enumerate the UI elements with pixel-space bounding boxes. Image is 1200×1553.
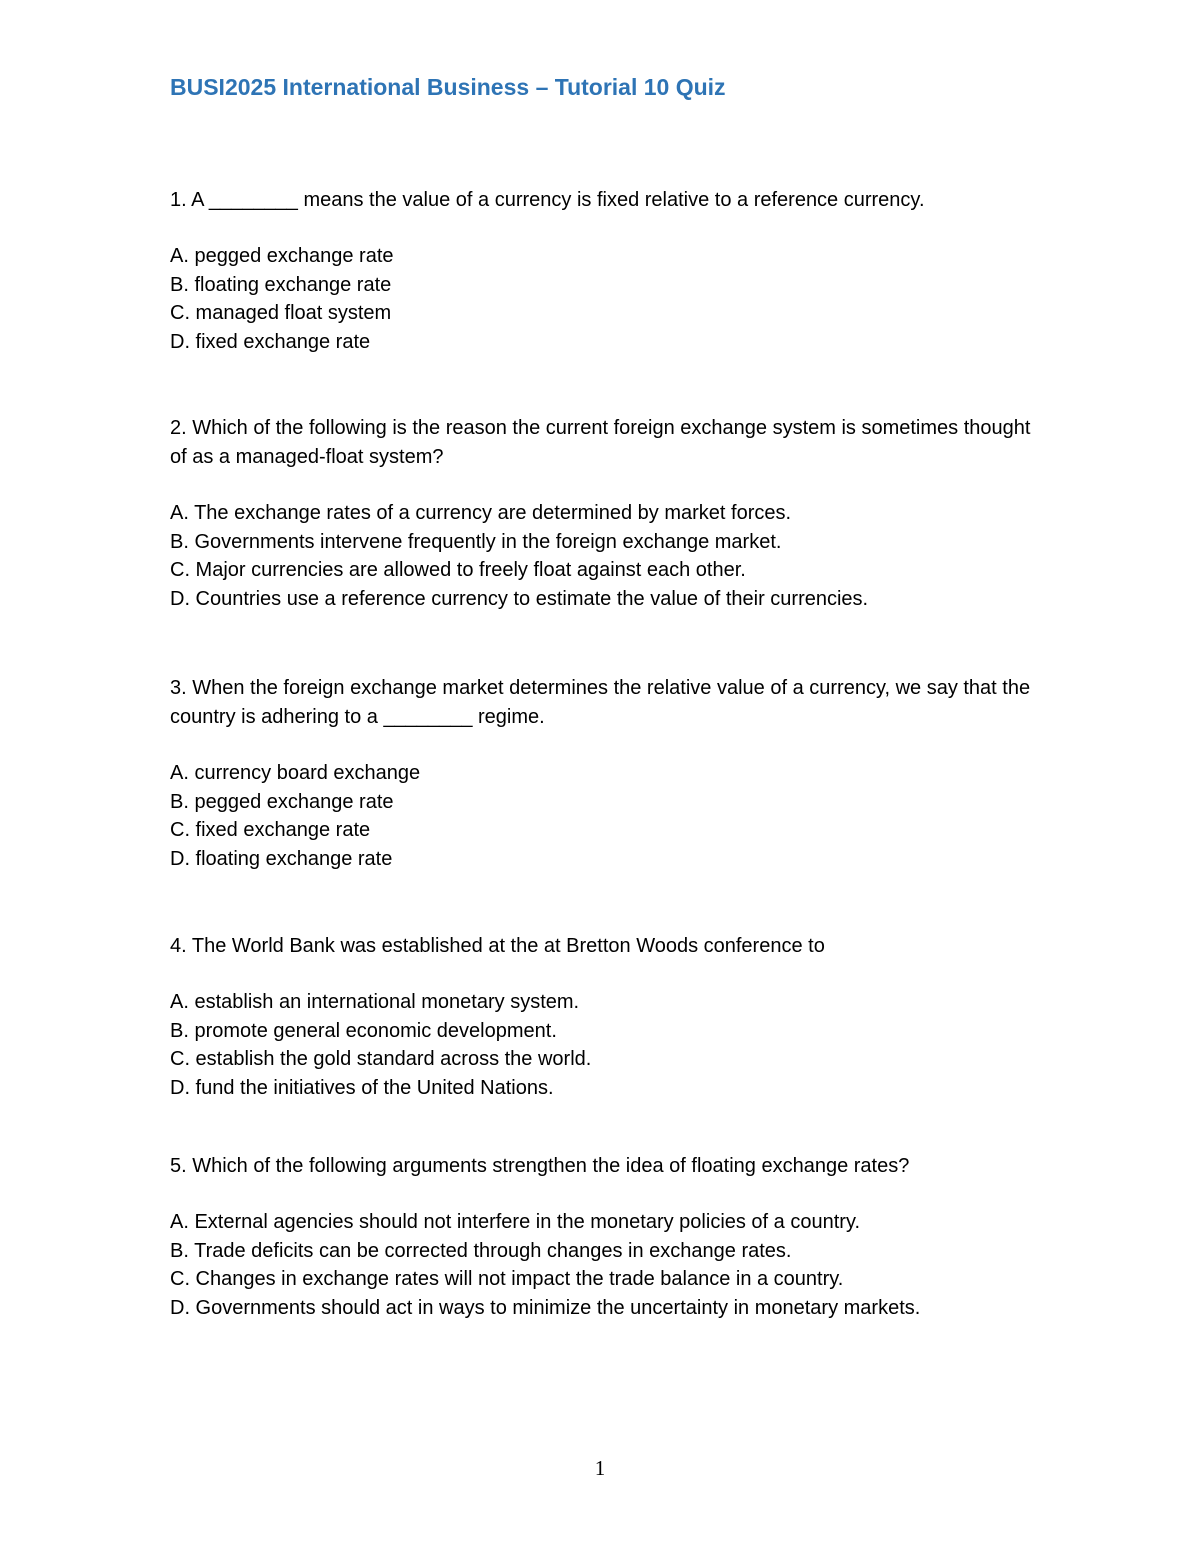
question-text: 1. A ________ means the value of a currency is fixed relative to a reference currency. <box>170 189 925 211</box>
answer-option-c: C. Changes in exchange rates will not impact the trade balance in a country. <box>170 1268 844 1290</box>
answer-option-a: A. establish an international monetary system. <box>170 991 580 1013</box>
answer-options <box>170 242 1050 356</box>
question-2 <box>170 414 1050 613</box>
question-3 <box>170 674 1050 873</box>
question-text: 3. When the foreign exchange market determines the relative value of a currency, we say that the country is adhering to a ________ regime. <box>170 677 1031 728</box>
answer-options <box>170 1208 1050 1322</box>
answer-option-d: D. fixed exchange rate <box>170 330 371 353</box>
question-4 <box>170 932 1050 1102</box>
question-1 <box>170 186 1050 356</box>
question-text: 5. Which of the following arguments strengthen the idea of floating exchange rates? <box>170 1155 910 1177</box>
question-5 <box>170 1152 1050 1322</box>
answer-option-b: B. pegged exchange rate <box>170 790 394 813</box>
answer-options <box>170 988 1050 1102</box>
page-number: 1 <box>594 1456 606 1480</box>
answer-option-b: B. floating exchange rate <box>170 273 392 296</box>
answer-option-c: C. managed float system <box>170 302 392 324</box>
answer-option-c: C. fixed exchange rate <box>170 819 371 841</box>
answer-option-d: D. Governments should act in ways to minimize the uncertainty in monetary markets. <box>170 1296 921 1319</box>
answer-option-a: A. pegged exchange rate <box>170 245 394 267</box>
answer-option-c: C. Major currencies are allowed to freely float against each other. <box>170 559 746 581</box>
answer-options <box>170 759 1050 873</box>
answer-option-c: C. establish the gold standard across the world. <box>170 1048 592 1070</box>
answer-option-b: B. Governments intervene frequently in the foreign exchange market. <box>170 530 782 553</box>
answer-option-d: D. fund the initiatives of the United Nations. <box>170 1076 554 1099</box>
question-text: 2. Which of the following is the reason the current foreign exchange system is sometimes thought of as a managed-float system? <box>170 417 1031 468</box>
answer-option-b: B. Trade deficits can be corrected through changes in exchange rates. <box>170 1239 792 1262</box>
answer-options <box>170 499 1050 613</box>
answer-option-a: A. External agencies should not interfere in the monetary policies of a country. <box>170 1211 861 1233</box>
answer-option-b: B. promote general economic development. <box>170 1019 557 1042</box>
question-text: 4. The World Bank was established at the at Bretton Woods conference to <box>170 935 825 957</box>
answer-option-d: D. Countries use a reference currency to estimate the value of their currencies. <box>170 587 869 610</box>
answer-option-d: D. floating exchange rate <box>170 847 393 870</box>
answer-option-a: A. currency board exchange <box>170 762 421 784</box>
answer-option-a: A. The exchange rates of a currency are determined by market forces. <box>170 502 792 524</box>
document-title: BUSI2025 International Business – Tutorial 10 Quiz <box>170 74 726 100</box>
